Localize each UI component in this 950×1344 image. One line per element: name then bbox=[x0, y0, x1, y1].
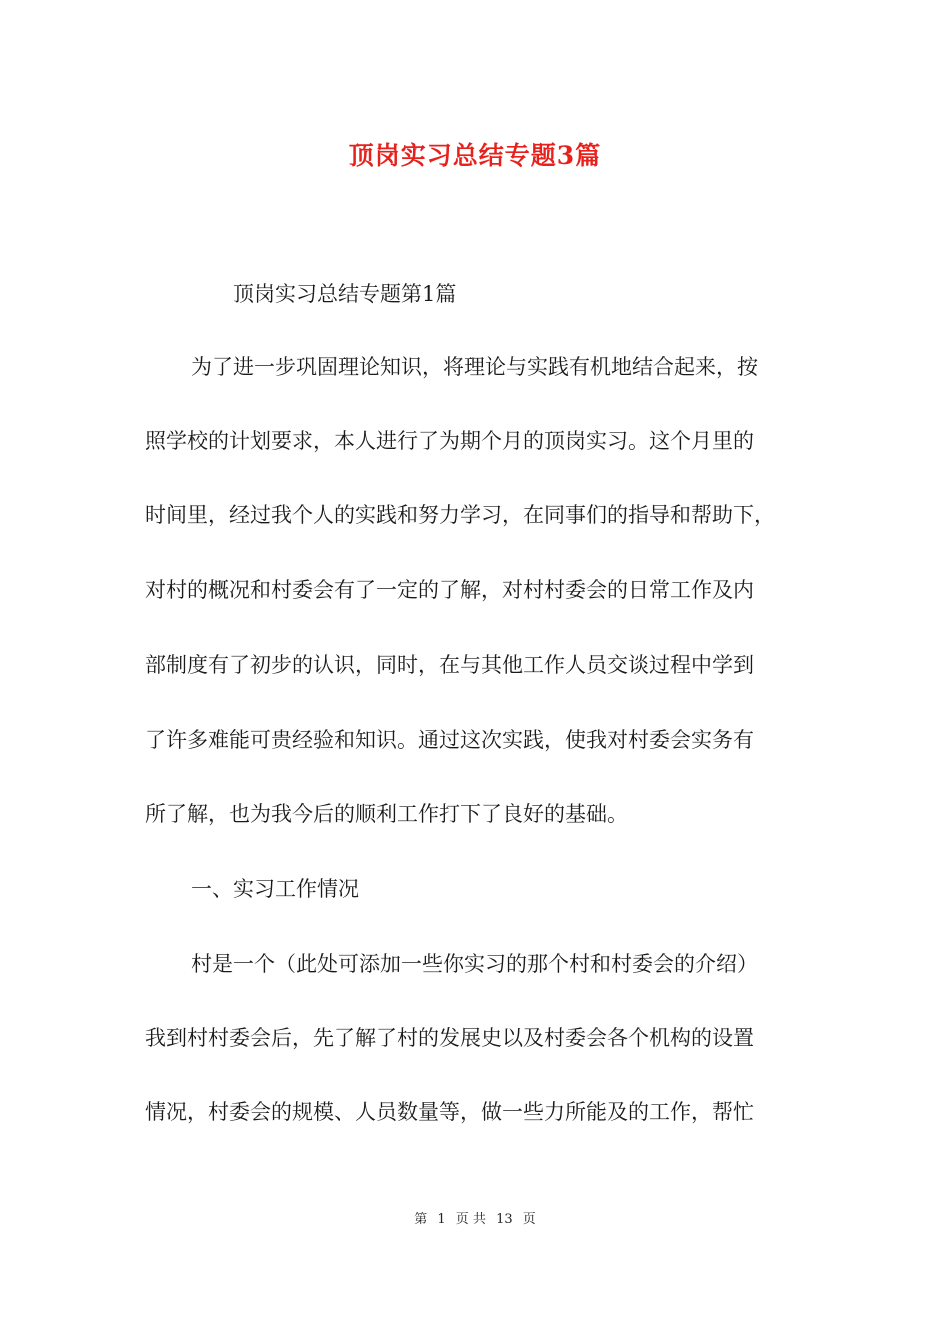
page-footer bbox=[0, 1208, 950, 1227]
footer-middle: 页 共 bbox=[455, 1212, 486, 1227]
footer-suffix: 页 bbox=[522, 1212, 536, 1227]
paragraph-line: 时间里，经过我个人的实践和努力学习，在同事们的指导和帮助下， bbox=[145, 503, 775, 527]
paragraph-line: 对村的概况和村委会有了一定的了解，对村村委会的日常工作及内 bbox=[145, 578, 754, 602]
paragraph-line: 我到村村委会后，先了解了村的发展史以及村委会各个机构的设置 bbox=[145, 1026, 754, 1050]
paragraph-line: 村是一个（此处可添加一些你实习的那个村和村委会的介绍） bbox=[191, 952, 758, 976]
paragraph-line: 情况，村委会的规模、人员数量等，做一些力所能及的工作，帮忙 bbox=[145, 1100, 754, 1124]
paragraph-line: 了许多难能可贵经验和知识。通过这次实践，使我对村委会实务有 bbox=[145, 728, 754, 752]
footer-prefix: 第 bbox=[414, 1212, 428, 1227]
paragraph-line: 照学校的计划要求，本人进行了为期个月的顶岗实习。这个月里的 bbox=[145, 429, 754, 453]
paragraph-line: 部制度有了初步的认识，同时，在与其他工作人员交谈过程中学到 bbox=[145, 653, 754, 677]
footer-current-page: 1 bbox=[437, 1212, 446, 1227]
section-heading: 顶岗实习总结专题第1篇 bbox=[233, 282, 457, 306]
footer-total-pages: 13 bbox=[496, 1212, 513, 1227]
section-heading: 一、实习工作情况 bbox=[191, 877, 359, 901]
document-title: 顶岗实习总结专题3篇 bbox=[348, 141, 602, 170]
paragraph-line: 为了进一步巩固理论知识，将理论与实践有机地结合起来，按 bbox=[191, 355, 758, 379]
paragraph-line: 所了解，也为我今后的顺利工作打下了良好的基础。 bbox=[145, 802, 628, 826]
